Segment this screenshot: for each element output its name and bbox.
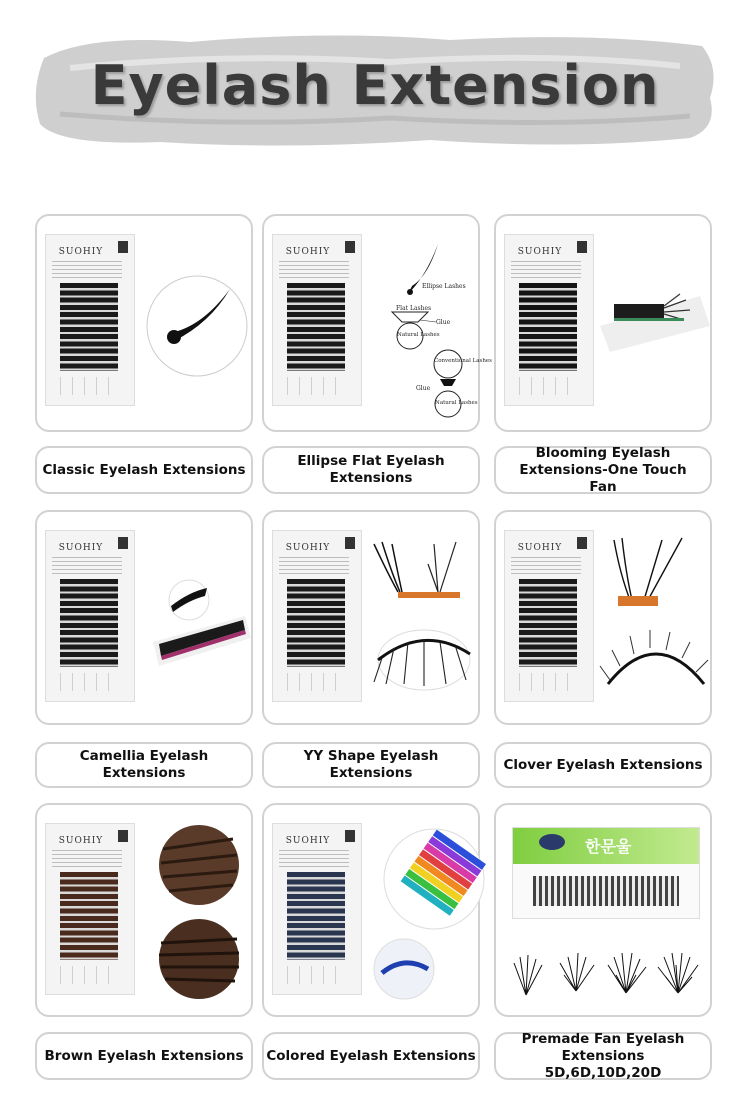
product-label-colored[interactable]: Colored Eyelash Extensions: [262, 1032, 480, 1080]
eye-logo-icon: [539, 834, 565, 850]
annotation-natural-1: Natural Lashes: [397, 332, 440, 338]
product-label-yy-shape[interactable]: YY Shape Eyelash Extensions: [262, 742, 480, 788]
product-card-camellia[interactable]: [35, 510, 253, 725]
box-brand: SUOHIY: [517, 543, 563, 553]
product-card-yy-shape[interactable]: [262, 510, 480, 725]
lash-strips: [287, 872, 345, 960]
product-card-classic[interactable]: [35, 214, 253, 432]
lash-strips: [60, 283, 118, 371]
box-text-lines: [511, 557, 581, 575]
box-badge: [118, 241, 128, 253]
box-text-lines: [52, 261, 122, 279]
premade-fan-box: [512, 827, 700, 919]
product-card-blooming[interactable]: [494, 214, 712, 432]
box-footer-grid: [287, 966, 345, 984]
box-footer-grid: [287, 377, 345, 395]
box-text-lines: [279, 850, 349, 868]
box-footer-grid: [287, 673, 345, 691]
box-brand: SUOHIY: [517, 247, 563, 257]
lash-tray-box: [272, 530, 362, 702]
product-card-ellipse-flat[interactable]: [262, 214, 492, 432]
product-card-clover[interactable]: [494, 510, 712, 725]
product-label-ellipse-flat[interactable]: Ellipse Flat Eyelash Extensions: [262, 446, 480, 494]
box-brand: SUOHIY: [285, 836, 331, 846]
lash-strips: [60, 872, 118, 960]
lash-strips: [519, 579, 577, 667]
annotation-natural-2: Natural Lashes: [435, 400, 478, 406]
lash-tray-box: [272, 823, 362, 995]
box-badge: [118, 537, 128, 549]
box-badge: [577, 537, 587, 549]
lash-tray-box: [45, 823, 135, 995]
lash-strips: [519, 283, 577, 371]
lash-tray-box: [272, 234, 362, 406]
lash-tray-box: [504, 530, 594, 702]
product-label-clover[interactable]: Clover Eyelash Extensions: [494, 742, 712, 788]
box-brand: SUOHIY: [58, 543, 104, 553]
product-label-classic[interactable]: Classic Eyelash Extensions: [35, 446, 253, 494]
box-badge: [345, 241, 355, 253]
box-footer-grid: [60, 377, 118, 395]
brown-lash-closeup-photos: [153, 819, 253, 1009]
box-text-lines: [279, 557, 349, 575]
yy-shape-lash-photo: [368, 534, 480, 709]
box-footer-grid: [60, 966, 118, 984]
clover-lash-photo: [600, 534, 712, 709]
lash-tray-box: [504, 234, 594, 406]
product-label-blooming[interactable]: Blooming Eyelash Extensions-One Touch Fan: [494, 446, 712, 494]
lash-tray-box: [45, 234, 135, 406]
premade-box-brand: 한문울: [585, 837, 632, 856]
product-label-premade-fan[interactable]: Premade Fan Eyelash Extensions 5D,6D,10D,20D: [494, 1032, 712, 1080]
box-brand: SUOHIY: [285, 247, 331, 257]
page-title: Eyelash Extension: [90, 54, 660, 117]
product-card-colored[interactable]: [262, 803, 480, 1017]
box-text-lines: [511, 261, 581, 279]
box-badge: [345, 830, 355, 842]
product-card-brown[interactable]: [35, 803, 253, 1017]
product-card-premade-fan[interactable]: [494, 803, 712, 1017]
annotation-glue-2: Glue: [416, 385, 431, 392]
box-badge: [118, 830, 128, 842]
annotation-flat: Flat Lashes: [396, 305, 432, 312]
blooming-fan-lash-photo: [600, 286, 710, 356]
box-brand: SUOHIY: [285, 543, 331, 553]
premade-fan-rows: [533, 876, 679, 906]
product-label-brown[interactable]: Brown Eyelash Extensions: [35, 1032, 253, 1080]
ellipse-vs-conventional-diagram: [370, 236, 492, 426]
box-text-lines: [52, 557, 122, 575]
camellia-lash-photo: [143, 572, 253, 682]
lash-strips: [60, 579, 118, 667]
colored-lash-photo: [368, 819, 480, 1009]
header-banner: [30, 28, 720, 150]
box-footer-grid: [60, 673, 118, 691]
annotation-glue-1: Glue: [436, 319, 451, 326]
lash-tray-box: [45, 530, 135, 702]
lash-strips: [287, 579, 345, 667]
box-badge: [345, 537, 355, 549]
box-footer-grid: [519, 673, 577, 691]
box-badge: [577, 241, 587, 253]
box-footer-grid: [519, 377, 577, 395]
annotation-conventional: Conventional Lashes: [434, 358, 492, 364]
box-text-lines: [52, 850, 122, 868]
box-brand: SUOHIY: [58, 836, 104, 846]
premade-fan-samples: [506, 935, 706, 1005]
box-brand: SUOHIY: [58, 247, 104, 257]
lash-strips: [287, 283, 345, 371]
product-label-camellia[interactable]: Camellia Eyelash Extensions: [35, 742, 253, 788]
annotation-ellipse: Ellipse Lashes: [422, 283, 466, 290]
box-text-lines: [279, 261, 349, 279]
classic-lash-circle-icon: [142, 271, 252, 381]
